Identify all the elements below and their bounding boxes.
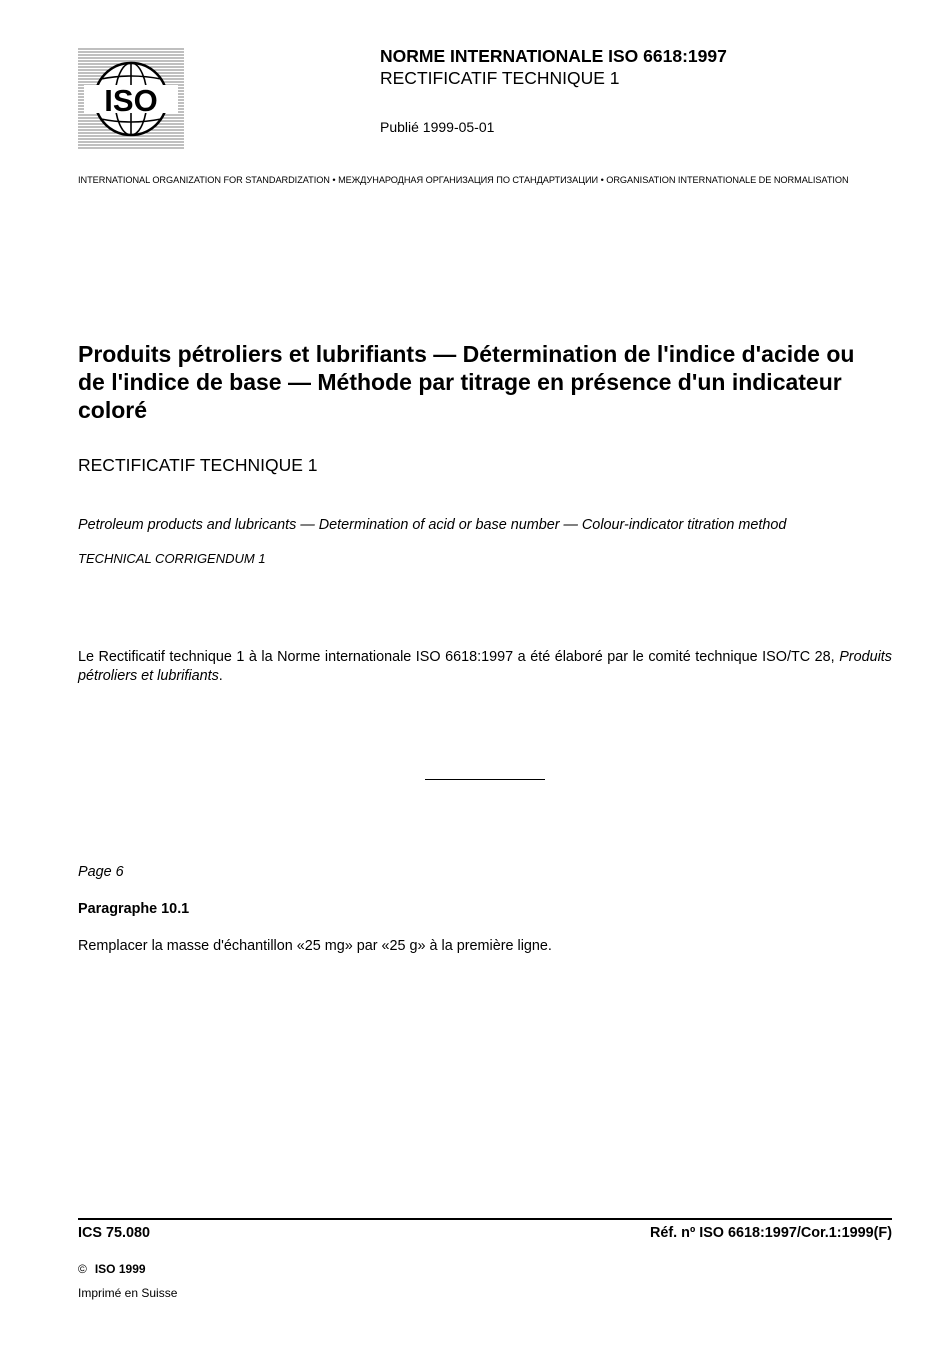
standard-subtitle: RECTIFICATIF TECHNIQUE 1 [380, 68, 620, 88]
iso-logo-text: ISO [104, 83, 158, 118]
organization-line: INTERNATIONAL ORGANIZATION FOR STANDARDIZATION • МЕЖДУНАРОДНАЯ ОРГАНИЗАЦИЯ ПО СТАНДАРТИЗАЦИИ • ORGANISATION INTERNATIONALE DE NORMALISATION [78, 175, 849, 185]
corrigendum-label: RECTIFICATIF TECHNIQUE 1 [78, 455, 318, 475]
copyright [78, 1262, 146, 1277]
ics-code: ICS 75.080 [78, 1225, 151, 1241]
document-title: Produits pétroliers et lubrifiants — Détermination de l'indice d'acide ou de l'indice de base — Méthode par titrage en présence d'un indicateur coloré [78, 341, 855, 423]
document-reference: Réf. nº ISO 6618:1997/Cor.1:1999(F) [649, 1225, 892, 1241]
iso-logo [78, 48, 184, 150]
committee-title: Produits pétroliers et lubrifiants [78, 649, 892, 684]
english-title: Petroleum products and lubricants — Determination of acid or base number — Colour-indicator titration method [78, 517, 787, 533]
standard-title: NORME INTERNATIONALE ISO 6618:1997 [380, 46, 727, 66]
copyright-text: ISO 1999 [94, 1262, 146, 1276]
page-reference: Page 6 [78, 864, 124, 880]
copyright-icon: © [78, 1262, 87, 1276]
intro-text: Le Rectificatif technique 1 à la Norme internationale ISO 6618:1997 a été élaboré par le comité technique ISO/TC 28, [78, 649, 840, 665]
printed-in: Imprimé en Suisse [78, 1286, 178, 1300]
section-divider [425, 779, 545, 780]
intro-end: . [218, 667, 223, 684]
intro-paragraph [78, 648, 892, 685]
footer-rule [78, 1218, 892, 1220]
correction-text: Remplacer la masse d'échantillon «25 mg» par «25 g» à la première ligne. [78, 938, 552, 954]
english-corrigendum: TECHNICAL CORRIGENDUM 1 [78, 551, 266, 566]
publication-date: Publié 1999-05-01 [380, 119, 495, 135]
paragraph-heading: Paragraphe 10.1 [78, 901, 190, 917]
